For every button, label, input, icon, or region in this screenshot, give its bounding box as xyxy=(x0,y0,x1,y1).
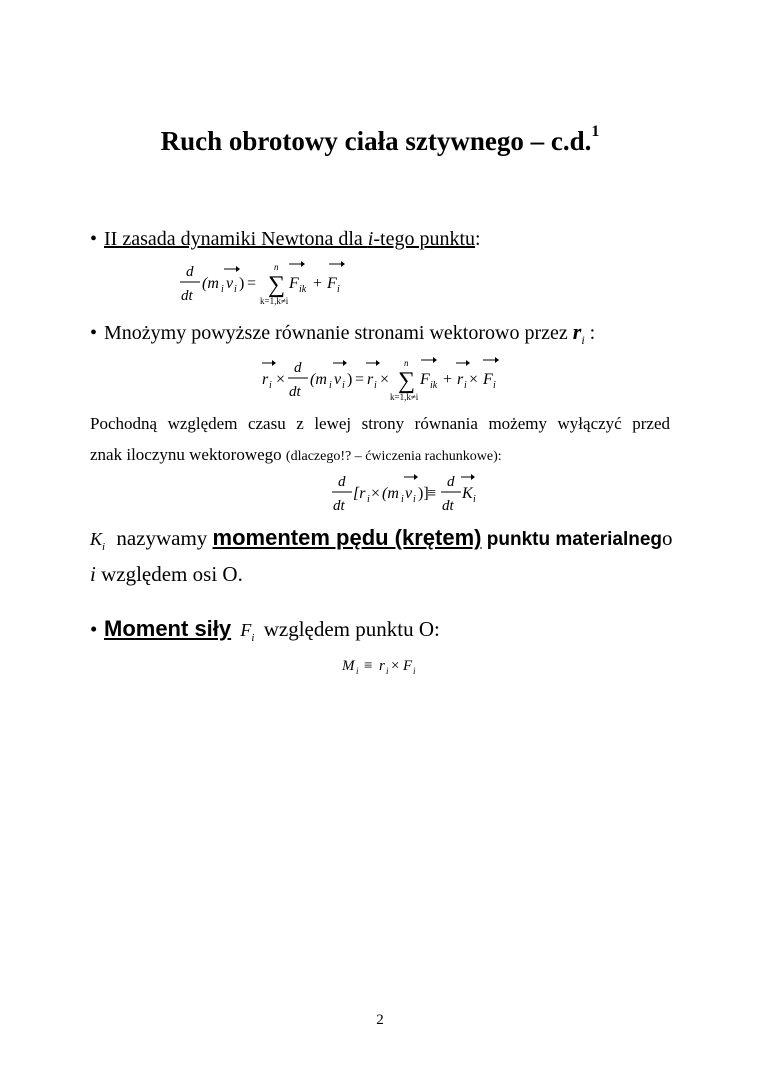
eq3-d: d xyxy=(338,474,346,490)
newton-text-i: i xyxy=(367,228,374,250)
eq2-equals: = xyxy=(355,371,365,388)
newton-colon: : xyxy=(475,228,481,250)
eq3-equiv: ≡ xyxy=(427,485,437,502)
eq4-r-sub: i xyxy=(386,666,389,676)
bullet-icon: • xyxy=(90,228,98,250)
eq1-sum: ∑ xyxy=(268,272,286,298)
eq2-r3: r xyxy=(457,371,464,388)
momentum-bold-text: punktu materialneg xyxy=(486,529,662,550)
eq1-dt: dt xyxy=(181,288,193,304)
eq2-v-sub: i xyxy=(342,380,345,391)
eq3-m-sub: i xyxy=(401,494,404,505)
eq3-dt2: dt xyxy=(442,498,454,514)
eq1-sub3: i xyxy=(337,284,340,295)
bullet-moment-of-force xyxy=(90,616,440,651)
eq2-sum-top: n xyxy=(404,358,409,368)
momentum-definition-line2 xyxy=(90,561,243,587)
eq3-dt: dt xyxy=(333,498,345,514)
eq2-r-arrowhead xyxy=(272,360,276,366)
eq2-m: (m xyxy=(310,371,327,388)
eq1-F-arrowhead xyxy=(301,261,305,267)
eq3-m: (m xyxy=(382,485,399,502)
eq2-m-sub: i xyxy=(329,380,332,391)
equation-newton-second-law xyxy=(176,258,376,308)
eq4-M-sub: i xyxy=(356,666,359,676)
eq2-sum-bottom: k=1,k≠i xyxy=(390,392,419,402)
eq1-sub1: i xyxy=(221,284,224,295)
eq2-v: v xyxy=(334,371,342,388)
moment-symbol-sub: i xyxy=(251,632,255,645)
momentum-symbol-sub: i xyxy=(102,541,106,554)
eq2-r: r xyxy=(262,371,269,388)
momentum-text-a: nazywamy xyxy=(116,526,208,550)
eq1-v-arrowhead xyxy=(236,266,240,272)
bullet-newton-law xyxy=(90,226,481,252)
momentum-symbol-K: K xyxy=(90,529,103,549)
eq1-sum-top: n xyxy=(274,262,279,272)
paragraph-line2 xyxy=(90,443,502,469)
eq2-close: ) xyxy=(347,371,353,388)
eq3-v-sub: i xyxy=(413,494,416,505)
eq1-F2-arrowhead xyxy=(341,261,345,267)
eq3-v-arrowhead xyxy=(414,474,418,480)
equation-moment-of-force xyxy=(338,652,438,678)
eq3-close: )] xyxy=(418,485,429,502)
eq3-r-sub: i xyxy=(367,494,370,505)
eq2-ik: ik xyxy=(430,380,438,391)
eq2-F2: F xyxy=(483,371,493,388)
eq2-cross3: × xyxy=(469,371,479,388)
paragraph-line2-small: (dlaczego!? – ćwiczenia rachunkowe): xyxy=(285,449,502,464)
paragraph-line2-main: znak iloczynu wektorowego xyxy=(90,445,282,464)
title-footnote-marker: 1 xyxy=(591,123,600,140)
momentum-line2-i: i xyxy=(90,562,96,586)
paragraph-line1: Pochodną względem czasu z lewej strony równania możemy wyłączyć przed xyxy=(90,414,670,433)
eq3-cross: × xyxy=(371,485,381,502)
eq1-plus: + xyxy=(313,275,323,292)
moment-text: względem punktu O: xyxy=(263,617,440,641)
eq3-d2: d xyxy=(447,474,455,490)
eq1-sub2: i xyxy=(234,284,237,295)
eq4-r: r xyxy=(379,658,385,674)
eq2-d: d xyxy=(294,360,302,376)
multiply-symbol-sub: i xyxy=(581,333,585,347)
multiply-symbol-r: r xyxy=(572,319,582,344)
eq1-lhs: (m xyxy=(202,275,219,292)
eq2-dt: dt xyxy=(289,384,301,400)
eq3-K-sub: i xyxy=(473,494,476,505)
eq4-F: F xyxy=(403,658,413,674)
eq2-cross2: × xyxy=(380,371,390,388)
newton-law-heading xyxy=(104,228,475,250)
eq4-F-sub: i xyxy=(413,666,416,676)
eq3-v: v xyxy=(405,485,413,502)
momentum-line2-text: względem osi O. xyxy=(95,562,243,586)
momentum-definition-line1 xyxy=(90,525,673,560)
eq1-v: v xyxy=(226,275,234,292)
bullet-multiply xyxy=(90,319,595,353)
eq1-d: d xyxy=(186,264,194,280)
eq2-plus: + xyxy=(443,371,453,388)
eq2-r2-sub: i xyxy=(374,380,377,391)
eq4-cross: × xyxy=(391,658,400,674)
bullet-icon: • xyxy=(90,617,98,641)
eq3-K-arrowhead xyxy=(471,474,475,480)
momentum-text-end: o xyxy=(662,526,673,550)
eq3-open: [r xyxy=(353,485,366,502)
eq4-equiv: ≡ xyxy=(364,658,373,674)
bullet-icon: • xyxy=(90,322,98,344)
newton-text-b: -tego punktu xyxy=(373,228,476,250)
eq2-r3-arrowhead xyxy=(466,360,470,366)
eq2-F2-sub: i xyxy=(493,380,496,391)
eq1-equals: = xyxy=(247,275,257,292)
eq3-K: K xyxy=(462,485,473,502)
eq2-r-sub: i xyxy=(269,380,272,391)
eq2-r3-sub: i xyxy=(464,380,467,391)
equation-cross-product xyxy=(256,354,516,406)
moment-of-force-term: Moment siły xyxy=(104,616,232,641)
moment-symbol-F: F xyxy=(240,620,252,640)
eq4-M: M xyxy=(342,658,355,674)
multiply-colon: : xyxy=(589,322,596,344)
eq2-v-arrowhead xyxy=(343,360,347,366)
equation-angular-momentum xyxy=(330,470,480,516)
page-title xyxy=(0,123,760,157)
eq2-F-arrowhead xyxy=(433,357,437,363)
page-number: 2 xyxy=(376,1012,384,1028)
eq2-F: F xyxy=(420,371,430,388)
eq2-sum: ∑ xyxy=(398,368,416,394)
eq2-cross1: × xyxy=(276,371,286,388)
eq1-F: F xyxy=(289,275,299,292)
eq1-ik: ik xyxy=(299,284,307,295)
title-text: Ruch obrotowy ciała sztywnego – c.d. xyxy=(160,126,592,156)
newton-text-a: II zasada dynamiki Newtona dla xyxy=(104,228,368,250)
eq1-close: ) xyxy=(239,275,245,292)
eq2-r2-arrowhead xyxy=(376,360,380,366)
eq2-r2: r xyxy=(367,371,374,388)
multiply-text: Mnożymy powyższe równanie stronami wektorowo przez xyxy=(104,322,568,344)
eq1-sum-bottom: k=1,k≠i xyxy=(260,296,289,306)
eq1-F2: F xyxy=(327,275,337,292)
eq2-F2-arrowhead xyxy=(495,357,499,363)
momentum-term: momentem pędu (krętem) xyxy=(212,525,482,550)
